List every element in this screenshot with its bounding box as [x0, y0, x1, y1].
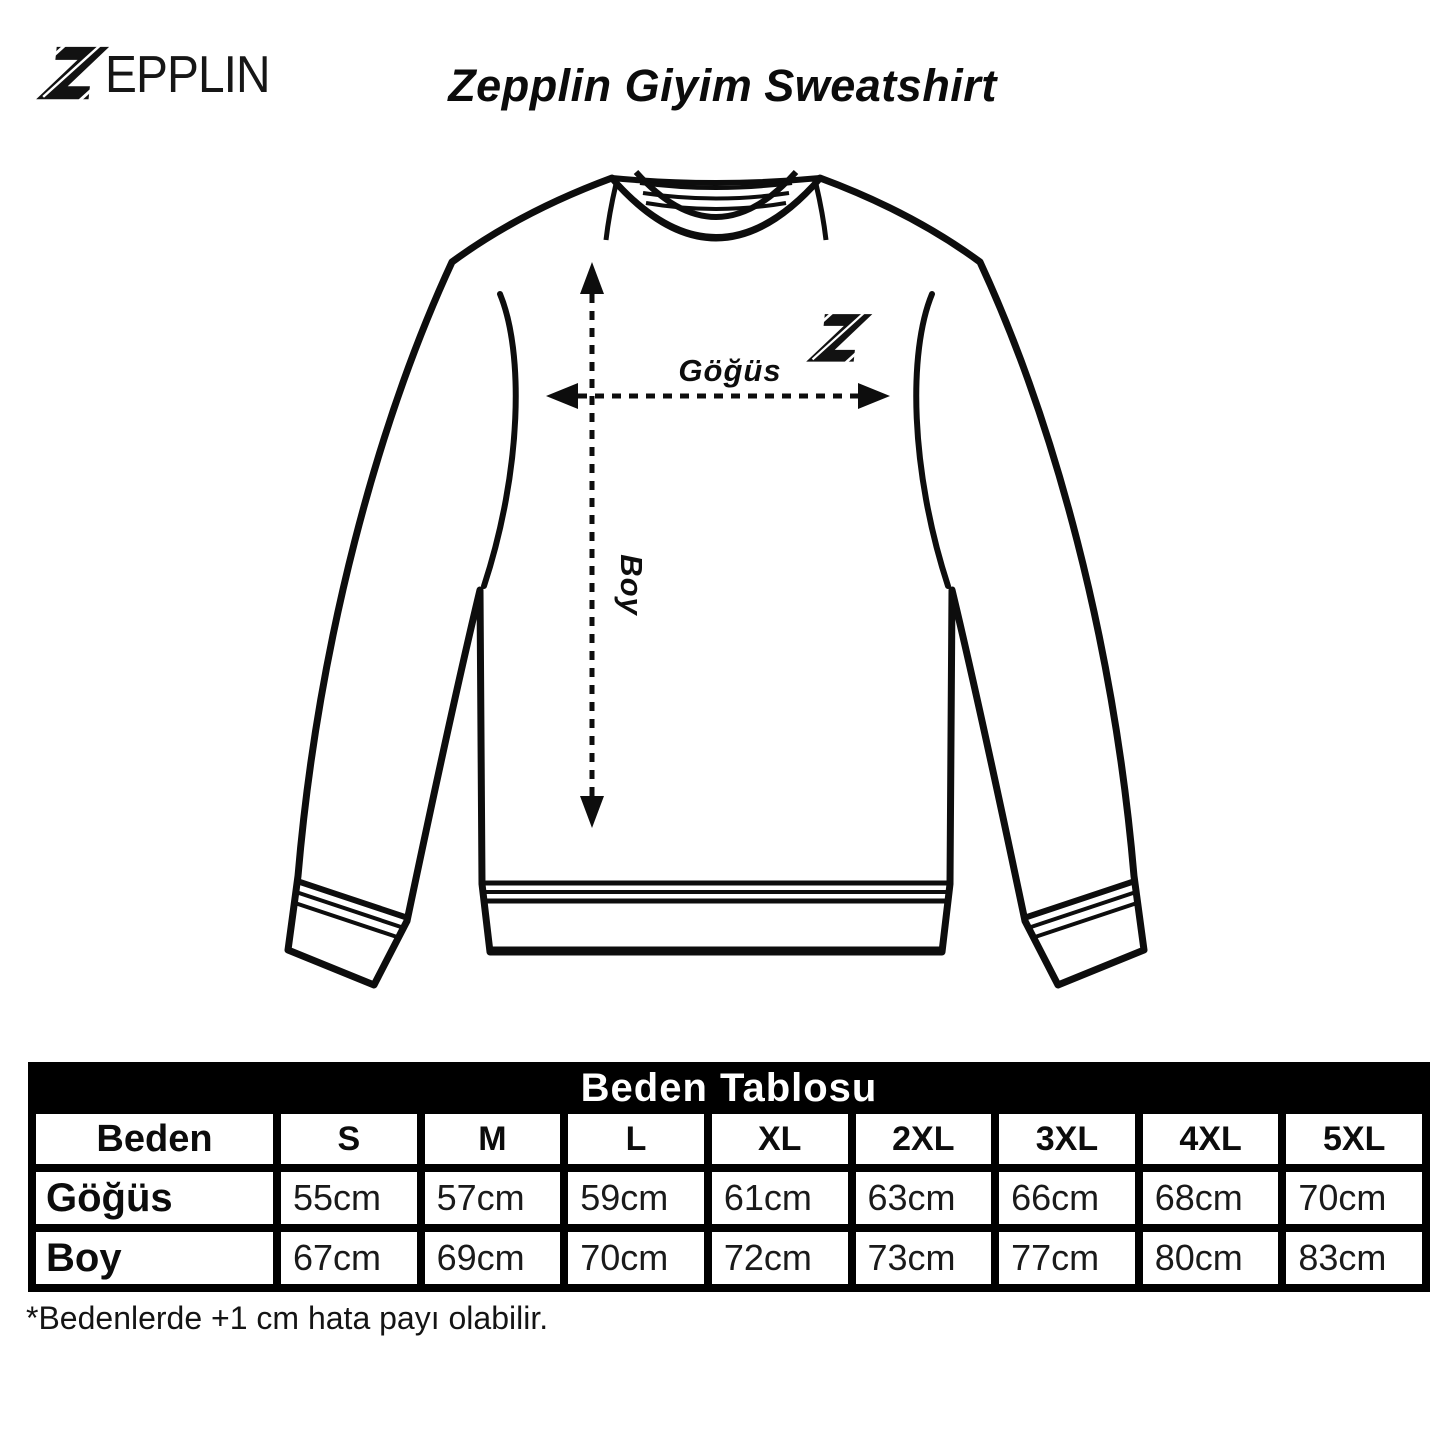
- table-header-cell: L: [568, 1114, 704, 1164]
- size-value-cell: 67cm: [281, 1232, 417, 1284]
- size-value-cell: 59cm: [568, 1172, 704, 1224]
- size-value-cell: 80cm: [1143, 1232, 1279, 1284]
- size-value-cell: 57cm: [425, 1172, 561, 1224]
- size-value-cell: 63cm: [856, 1172, 992, 1224]
- table-header-cell: 5XL: [1286, 1114, 1422, 1164]
- size-value-cell: 72cm: [712, 1232, 848, 1284]
- size-value-cell: 66cm: [999, 1172, 1135, 1224]
- size-table: [28, 1062, 1430, 1292]
- table-header-cell: M: [425, 1114, 561, 1164]
- size-value-cell: 70cm: [568, 1232, 704, 1284]
- size-tolerance-note: *Bedenlerde +1 cm hata payı olabilir.: [26, 1300, 549, 1336]
- table-header-cell: S: [281, 1114, 417, 1164]
- brand-name: EPPLIN: [105, 46, 270, 104]
- size-value-cell: 61cm: [712, 1172, 848, 1224]
- size-table-title: Beden Tablosu: [580, 1066, 878, 1110]
- length-label: Boy: [614, 554, 649, 616]
- size-value-cell: 73cm: [856, 1232, 992, 1284]
- table-header-cell: Beden: [36, 1114, 273, 1164]
- size-value-cell: 55cm: [281, 1172, 417, 1224]
- size-value-cell: 69cm: [425, 1232, 561, 1284]
- row-label-cell: Göğüs: [36, 1172, 273, 1224]
- size-value-cell: 83cm: [1286, 1232, 1422, 1284]
- table-header-cell: 4XL: [1143, 1114, 1279, 1164]
- table-header-cell: XL: [712, 1114, 848, 1164]
- table-header-cell: 3XL: [999, 1114, 1135, 1164]
- row-label-cell: Boy: [36, 1232, 273, 1284]
- size-value-cell: 68cm: [1143, 1172, 1279, 1224]
- title-regular: Zepplin Giyim: [448, 60, 753, 111]
- title-bold: Sweatshirt: [764, 60, 997, 111]
- chest-label: Göğüs: [678, 353, 782, 388]
- sweatshirt-outline: [288, 178, 1144, 985]
- size-value-cell: 77cm: [999, 1232, 1135, 1284]
- size-table-grid: [28, 1114, 1430, 1292]
- size-value-cell: 70cm: [1286, 1172, 1422, 1224]
- table-header-cell: 2XL: [856, 1114, 992, 1164]
